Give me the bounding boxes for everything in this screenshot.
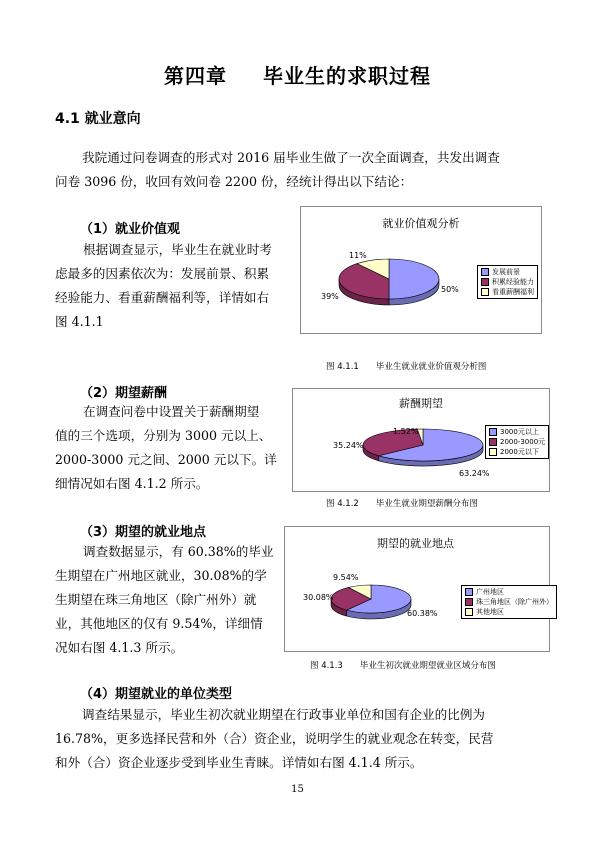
legend-swatch xyxy=(465,608,473,616)
chapter-title xyxy=(0,60,595,89)
legend-label: 珠三角地区（除广州外） xyxy=(476,598,553,606)
chart-2-frame xyxy=(292,388,550,492)
body-line: 根据调查显示，毕业生在就业时考 xyxy=(83,242,272,257)
chart-caption-2: 图 4.1.2 毕业生就业期望薪酬分布图 xyxy=(326,499,478,509)
data-label: 60.38% xyxy=(407,609,438,618)
legend-label: 发展前景 xyxy=(492,268,520,276)
body-line: 值的三个选项，分别为 3000 元以上、 xyxy=(55,428,272,443)
body-line: 业，其他地区的仅有 9.54%，详细情 xyxy=(55,616,263,631)
legend-swatch xyxy=(481,268,489,276)
legend-item xyxy=(481,287,534,297)
legend-item xyxy=(489,447,545,457)
subsection-body-2 xyxy=(55,400,295,496)
legend-item xyxy=(481,267,534,277)
legend-label: 3000元以上 xyxy=(500,428,539,436)
data-label: 39% xyxy=(321,292,339,301)
subsection-body-4 xyxy=(55,703,545,775)
body-line: 在调查问卷中设置关于薪酬期望 xyxy=(83,404,260,419)
chart-title: 就业价值观分析 xyxy=(382,217,460,230)
legend-swatch xyxy=(465,598,473,606)
data-label: 1.52% xyxy=(393,427,419,436)
body-line: 16.78%，更多选择民营和外（合）资企业，说明学生的就业观念在转变，民营 xyxy=(55,731,494,746)
legend-swatch xyxy=(465,588,473,596)
body-line: 和外（合）资企业逐步受到毕业生青睐。详情如右图 4.1.4 所示。 xyxy=(55,755,423,770)
legend-item xyxy=(465,607,553,617)
chart-3-frame xyxy=(284,526,553,652)
body-line: 调查结果显示，毕业生初次就业期望在行政事业单位和国有企业的比例为 xyxy=(82,707,485,722)
body-line: 调查数据显示，有 60.38%的毕业 xyxy=(83,544,274,559)
legend-label: 广州地区 xyxy=(476,588,504,596)
body-line: 虑最多的因素依次为：发展前景、积累 xyxy=(55,266,270,281)
data-label: 30.08% xyxy=(303,593,334,602)
page-number: 15 xyxy=(291,784,304,795)
intro-line: 问卷 3096 份，收回有效问卷 2200 份，经统计得出以下结论： xyxy=(55,174,413,189)
chart-legend xyxy=(485,425,549,459)
data-label: 50% xyxy=(441,285,459,294)
chart-title: 期望的就业地点 xyxy=(377,537,454,550)
chart-1-frame xyxy=(300,206,542,334)
legend-swatch xyxy=(489,428,497,436)
body-line: 2000-3000 元之间、2000 元以下。详 xyxy=(55,452,277,467)
subsection-heading-4: （4）期望就业的单位类型 xyxy=(80,687,233,702)
legend-item xyxy=(465,587,553,597)
body-line: 生期望在珠三角地区（除广州外）就 xyxy=(55,592,257,607)
body-line: 生期望在广州地区就业，30.08%的学 xyxy=(55,568,267,583)
data-label: 11% xyxy=(349,251,367,260)
legend-item xyxy=(489,437,545,447)
legend-label: 2000-3000元 xyxy=(500,438,546,446)
legend-swatch xyxy=(481,288,489,296)
body-line: 况如右图 4.1.3 所示。 xyxy=(55,640,184,655)
subsection-body-3 xyxy=(55,540,290,660)
intro-paragraph xyxy=(55,146,545,194)
body-line: 经验能力、看重薪酬福利等，详情如右 xyxy=(55,290,270,305)
body-line: 细情况如右图 4.1.2 所示。 xyxy=(55,476,209,491)
chart-caption-1: 图 4.1.1 毕业生就业就业价值观分析图 xyxy=(326,362,487,372)
legend-item xyxy=(481,277,534,287)
legend-swatch xyxy=(489,448,497,456)
subsection-heading-2: （2）期望薪酬 xyxy=(80,386,168,401)
subsection-body-1 xyxy=(55,238,300,334)
section-heading: 4.1 就业意向 xyxy=(55,111,141,127)
chapter-name: 毕业生的求职过程 xyxy=(263,64,431,88)
legend-item xyxy=(465,597,553,607)
legend-swatch xyxy=(481,278,489,286)
data-label: 9.54% xyxy=(333,573,359,582)
legend-label: 看重薪酬福利 xyxy=(492,288,534,296)
chart-legend xyxy=(461,585,557,619)
data-label: 63.24% xyxy=(459,469,490,478)
chapter-number: 第四章 xyxy=(164,64,227,88)
intro-line: 我院通过问卷调查的形式对 2016 届毕业生做了一次全面调查，共发出调查 xyxy=(82,150,500,165)
chart-title: 薪酬期望 xyxy=(399,397,443,410)
legend-label: 积累经验能力 xyxy=(492,278,534,286)
legend-swatch xyxy=(489,438,497,446)
chart-caption-3: 图 4.1.3 毕业生初次就业期望就业区域分布图 xyxy=(310,661,496,671)
subsection-heading-1: （1）就业价值观 xyxy=(80,222,181,237)
legend-label: 2000元以下 xyxy=(500,448,539,456)
legend-item xyxy=(489,427,545,437)
legend-label: 其他地区 xyxy=(476,608,504,616)
chart-legend xyxy=(477,265,538,299)
data-label: 35.24% xyxy=(333,441,364,450)
body-line: 图 4.1.1 xyxy=(55,314,104,329)
subsection-heading-3: （3）期望的就业地点 xyxy=(80,525,207,540)
